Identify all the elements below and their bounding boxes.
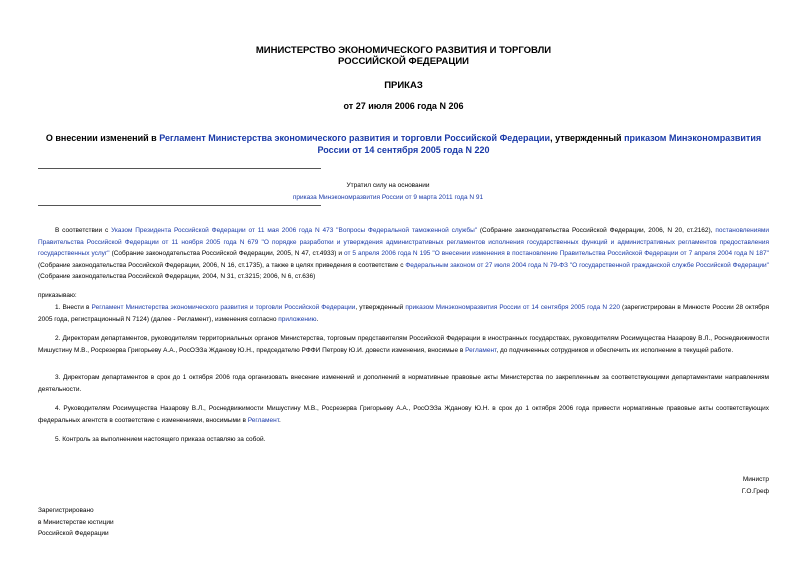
divider-top	[38, 168, 321, 169]
title-text-pre: О внесении изменений в	[45, 133, 160, 143]
item4-link-regulation[interactable]: Регламент	[247, 416, 279, 424]
link-government-resolution-679[interactable]: постановлениями Правительства Российской Федерации от 11 ноября 2005 года N 679 "О порядке разработки и утверждения административных регламентов исполнения государственных функций и административных регламентов предоставления государственных услуг"	[38, 227, 770, 257]
item2-text-1: 2. Директорам департаментов, руководителям территориальных органов Министерства, торговым представителям Российской Федерации в иностранных государствах, руководителям Росимущества Назарову В.Л., Роснедвижимости Мишустину М.В., Росрезерва Григорьеву А.А., РосОЭЗа Жданову Ю.Н., председателю РФФИ Петрову Ю.И. довести изменения, вносимые в	[38, 335, 769, 354]
order-date: от 27 июля 2006 года N 206	[343, 101, 464, 111]
document-title	[38, 132, 769, 156]
ministry-line-2: РОССИЙСКОЙ ФЕДЕРАЦИИ	[337, 56, 469, 67]
item4-text-2: .	[278, 416, 281, 424]
item-1	[38, 302, 769, 325]
signature-name: Г.О.Греф	[741, 487, 769, 495]
link-government-resolution-195[interactable]: от 5 апреля 2006 года N 195 "О внесении изменения в постановление Правительства Российской Федерации от 7 апреля 2004 года N 187"	[343, 250, 769, 257]
registration-line-2: в Министерстве юстиции	[38, 518, 114, 526]
item1-link-order[interactable]: приказом Минэкономразвития России от 14 сентября 2005 года N 220	[405, 304, 620, 311]
para1-text-3: (Собрание законодательства Российской Федерации, 2005, N 47, ст.4933) и	[109, 250, 344, 257]
para1-text-4: (Собрание законодательства Российской Федерации, 2006, N 16, ст.1735), а также в целях приведения в соответствие с	[38, 261, 406, 269]
item1-text-3: (зарегистрирован в Минюсте России 28 октября 2005 года, регистрационный N 7124) (далее - Регламент), изменения согласно	[38, 304, 769, 323]
signature-block	[742, 474, 769, 497]
order-word: приказываю:	[38, 292, 77, 299]
order-heading: ПРИКАЗ	[384, 80, 423, 91]
title-text-mid: , утвержденный	[550, 133, 625, 143]
title-link-order[interactable]: приказом Минэкономразвития России от 14 сентября 2005 года N 220	[317, 133, 762, 155]
lost-force-link[interactable]: приказа Минэкономразвития России от 9 марта 2011 года N 91	[292, 194, 484, 201]
registration-line-1: Зарегистрировано	[38, 507, 94, 514]
lost-force-note	[38, 180, 738, 204]
item5-text: 5. Контроль за выполнением настоящего приказа оставляю за собой.	[55, 436, 266, 443]
item-4	[38, 403, 769, 426]
link-presidential-decree[interactable]: Указом Президента Российской Федерации от 11 мая 2006 года N 473 "Вопросы Федеральной таможенной службы"	[111, 227, 478, 234]
item1-link-regulation[interactable]: Регламент Министерства экономического развития и торговли Российской Федерации	[91, 304, 356, 311]
item1-text-1: 1. Внести в	[55, 304, 92, 311]
para1-text-1: В соответствии с	[55, 227, 112, 234]
item3-text: 3. Директорам департаментов в срок до 1 октября 2006 года организовать внесение изменений и дополнений в нормативные правовые акты Министерства по закрепленным за соответствующими департаментами направлениям деятельности.	[38, 374, 769, 393]
link-federal-law-79[interactable]: Федеральным законом от 27 июля 2004 года N 79-ФЗ "О государственной гражданской службе Российской Федерации"	[405, 261, 769, 269]
signature-role: Министр	[742, 476, 769, 483]
item1-link-appendix[interactable]: приложению	[278, 315, 317, 323]
item1-text-4: .	[316, 315, 319, 323]
paragraph-basis	[38, 225, 769, 283]
item1-text-2: , утвержденный	[355, 304, 406, 311]
ministry-heading	[0, 45, 807, 67]
ministry-line-1: МИНИСТЕРСТВО ЭКОНОМИЧЕСКОГО РАЗВИТИЯ И ТОРГОВЛИ	[255, 45, 552, 56]
item4-text-1: 4. Руководителям Росимущества Назарову В.Л., Роснедвижимости Мишустину М.В., Росрезерва Григорьеву А.А., РосОЭЗа Жданову Ю.Н. в срок до 1 октября 2006 года привести нормативные правовые акты соответствующих федеральных агентств в соответствие с изменениями, вносимыми в	[38, 405, 769, 424]
title-link-regulation[interactable]: Регламент Министерства экономического развития и торговли Российской Федерации	[159, 133, 551, 143]
registration-line-3: Российской Федерации	[38, 530, 109, 537]
lost-force-text: Утратил силу на основании	[346, 182, 430, 189]
divider-bottom	[38, 205, 321, 206]
para1-text-5: (Собрание законодательства Российской Федерации, 2004, N 31, ст.3215; 2006, N 6, ст.636)	[38, 273, 316, 280]
para1-text-2: (Собрание законодательства Российской Федерации, 2006, N 20, ст.2162),	[477, 227, 716, 234]
registration-block	[38, 505, 114, 540]
item-5	[38, 434, 769, 446]
item-3	[38, 372, 769, 395]
item-2	[38, 333, 769, 356]
item2-text-2: , до подчиненных сотрудников и обеспечить их исполнение в текущей работе.	[496, 346, 734, 354]
item2-link-regulation[interactable]: Регламент	[465, 346, 497, 354]
